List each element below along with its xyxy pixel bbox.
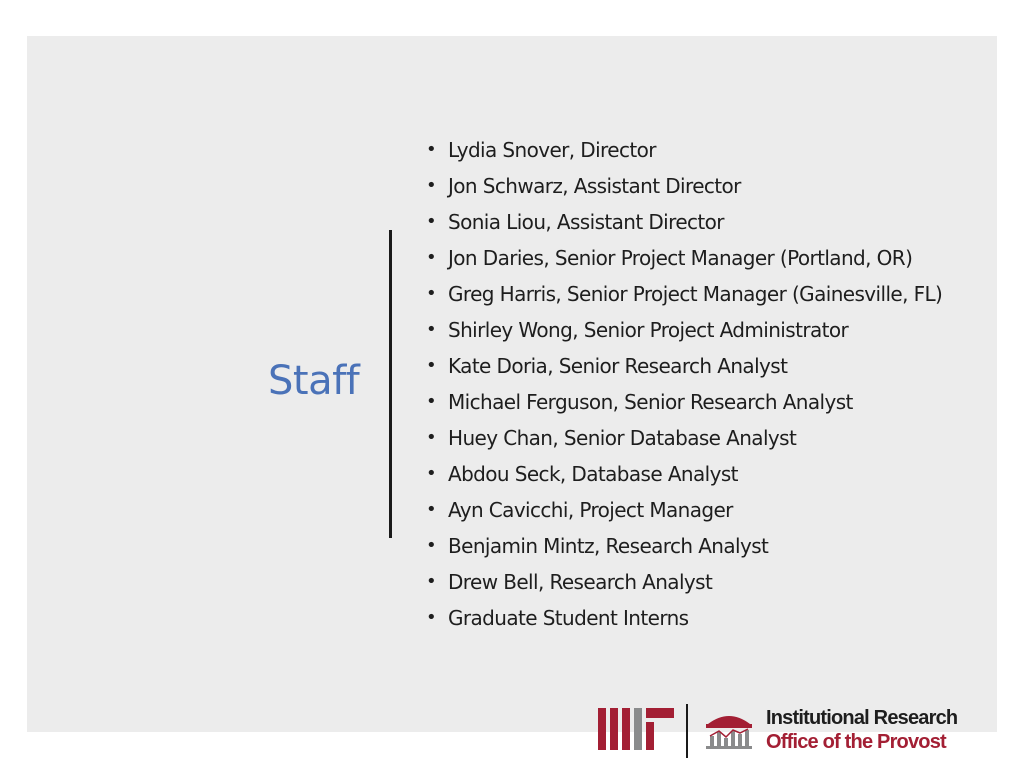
bullet-icon: • [426, 571, 437, 592]
staff-name: Shirley Wong, Senior Project Administrator [448, 318, 849, 342]
org-subtitle: Office of the Provost [766, 731, 946, 753]
bullet-icon: • [426, 211, 437, 232]
bullet-icon: • [426, 139, 437, 160]
building-icon [704, 710, 754, 750]
staff-list-item [426, 276, 942, 312]
staff-list-item [426, 132, 942, 168]
bullet-icon: • [426, 283, 437, 304]
staff-name: Jon Schwarz, Assistant Director [448, 174, 741, 198]
bullet-icon: • [426, 499, 437, 520]
staff-name: Sonia Liou, Assistant Director [448, 210, 724, 234]
staff-list-item [426, 168, 942, 204]
staff-list-item [426, 600, 942, 636]
vertical-divider [389, 230, 392, 538]
staff-list-item [426, 204, 942, 240]
staff-name: Graduate Student Interns [448, 606, 689, 630]
staff-name: Huey Chan, Senior Database Analyst [448, 426, 797, 450]
bullet-icon: • [426, 607, 437, 628]
bullet-icon: • [426, 175, 437, 196]
slide-title: Staff [268, 358, 360, 404]
logo-divider [686, 704, 688, 758]
staff-list-item [426, 384, 942, 420]
footer-logo [598, 700, 988, 760]
staff-list-item [426, 312, 942, 348]
bullet-icon: • [426, 535, 437, 556]
staff-list [426, 132, 942, 636]
staff-name: Benjamin Mintz, Research Analyst [448, 534, 769, 558]
staff-name: Kate Doria, Senior Research Analyst [448, 354, 788, 378]
staff-name: Michael Ferguson, Senior Research Analyst [448, 390, 853, 414]
staff-name: Greg Harris, Senior Project Manager (Gainesville, FL) [448, 282, 943, 306]
staff-list-item [426, 348, 942, 384]
mit-logo [598, 708, 674, 750]
bullet-icon: • [426, 355, 437, 376]
bullet-icon: • [426, 319, 437, 340]
staff-name: Ayn Cavicchi, Project Manager [448, 498, 733, 522]
staff-list-item [426, 420, 942, 456]
bullet-icon: • [426, 463, 437, 484]
staff-list-item [426, 564, 942, 600]
bullet-icon: • [426, 427, 437, 448]
staff-name: Drew Bell, Research Analyst [448, 570, 713, 594]
bullet-icon: • [426, 247, 437, 268]
staff-list-item [426, 528, 942, 564]
staff-list-item [426, 492, 942, 528]
staff-name: Abdou Seck, Database Analyst [448, 462, 738, 486]
staff-list-item [426, 456, 942, 492]
staff-name: Jon Daries, Senior Project Manager (Portland, OR) [448, 246, 913, 270]
staff-name: Lydia Snover, Director [448, 138, 656, 162]
staff-list-item [426, 240, 942, 276]
org-name: Institutional Research [766, 707, 958, 729]
bullet-icon: • [426, 391, 437, 412]
